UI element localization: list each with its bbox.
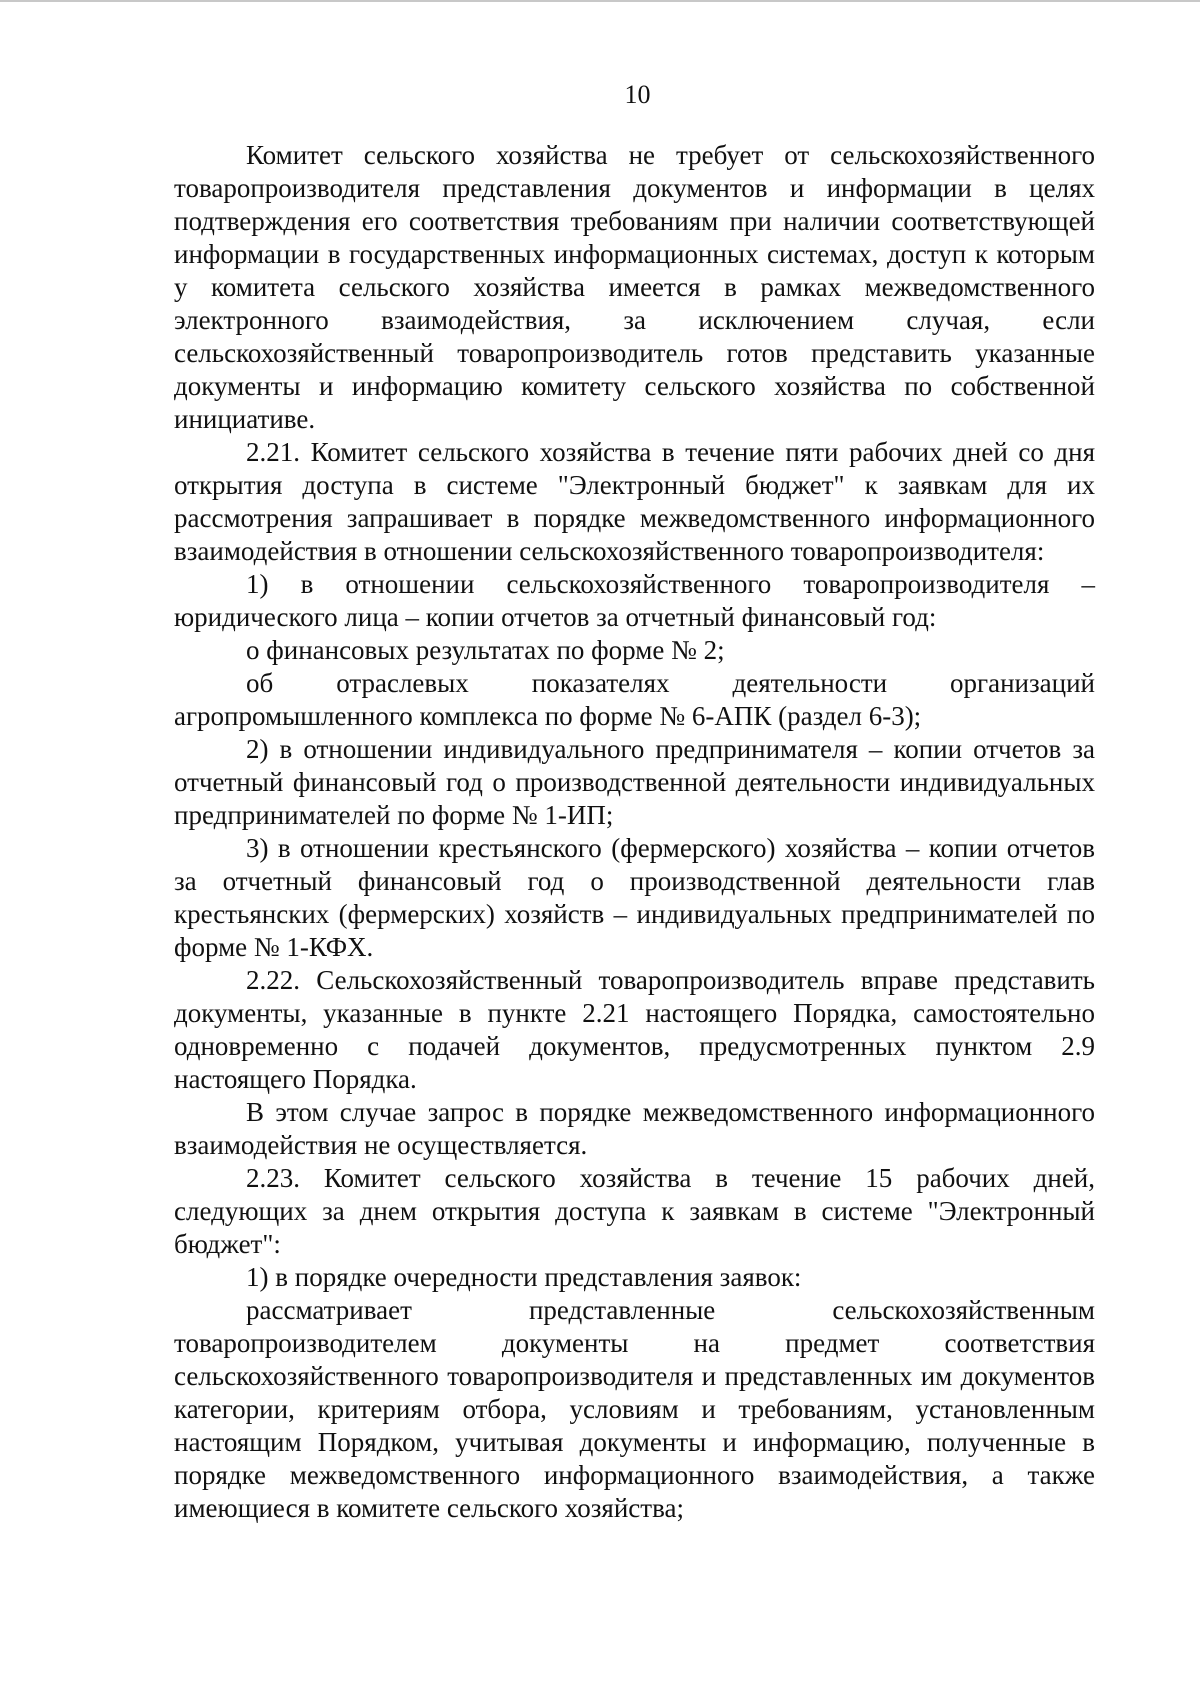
paragraph-2-22-no-request: В этом случае запрос в порядке межведомственного информационного взаимодействия не осуществляется. xyxy=(174,1097,1095,1160)
page-top-edge xyxy=(0,0,1200,2)
page-number: 10 xyxy=(624,80,651,109)
paragraph-2-21-item-3: 3) в отношении крестьянского (фермерского) хозяйства – копии отчетов за отчетный финансовый год о производственной деятельности глав крестьянских (фермерских) хозяйств – индивидуальных предпринимателей по форме № 1-КФХ. xyxy=(174,833,1095,962)
paragraph-2-21-item-1-form-2: о финансовых результатах по форме № 2; xyxy=(246,635,725,665)
paragraph-info-not-required: Комитет сельского хозяйства не требует от сельскохозяйственного товаропроизводителя представления документов и информации в целях подтверждения его соответствия требованиям при наличии соответствующей информации в государственных информационных системах, доступ к которым у комитета сельского хозяйства имеется в рамках межведомственного электронного взаимодействия, за исключением случая, если сельскохозяйственный товаропроизводитель готов представить указанные документы и информацию комитету сельского хозяйства по собственной инициативе. xyxy=(174,140,1095,434)
paragraph-2-23: 2.23. Комитет сельского хозяйства в течение 15 рабочих дней, следующих за днем открытия доступа к заявкам в системе "Электронный бюджет": xyxy=(174,1163,1095,1259)
paragraph-2-23-item-1: 1) в порядке очередности представления заявок: xyxy=(246,1262,802,1292)
paragraph-2-21-item-1-form-6-apk: об отраслевых показателях деятельности организаций агропромышленного комплекса по форме № 6-АПК (раздел 6-3); xyxy=(174,668,1095,731)
paragraph-2-21-item-2: 2) в отношении индивидуального предпринимателя – копии отчетов за отчетный финансовый год о производственной деятельности индивидуальных предпринимателей по форме № 1-ИП; xyxy=(174,734,1095,830)
paragraph-2-22: 2.22. Сельскохозяйственный товаропроизводитель вправе представить документы, указанные в пункте 2.21 настоящего Порядка, самостоятельно одновременно с подачей документов, предусмотренных пунктом 2.9 настоящего Порядка. xyxy=(174,965,1095,1094)
paragraph-2-21-item-1: 1) в отношении сельскохозяйственного товаропроизводителя – юридического лица – копии отчетов за отчетный финансовый год: xyxy=(174,569,1095,632)
document-body xyxy=(174,139,1095,1525)
paragraph-2-21: 2.21. Комитет сельского хозяйства в течение пяти рабочих дней со дня открытия доступа в системе "Электронный бюджет" к заявкам для их рассмотрения запрашивает в порядке межведомственного информационного взаимодействия в отношении сельскохозяйственного товаропроизводителя: xyxy=(174,437,1095,566)
paragraph-2-23-item-1-review: рассматривает представленные сельскохозяйственным товаропроизводителем документы на предмет соответствия сельскохозяйственного товаропроизводителя и представленных им документов категории, критериям отбора, условиям и требованиям, установленным настоящим Порядком, учитывая документы и информацию, полученные в порядке межведомственного информационного взаимодействия, а также имеющиеся в комитете сельского хозяйства; xyxy=(174,1295,1095,1523)
